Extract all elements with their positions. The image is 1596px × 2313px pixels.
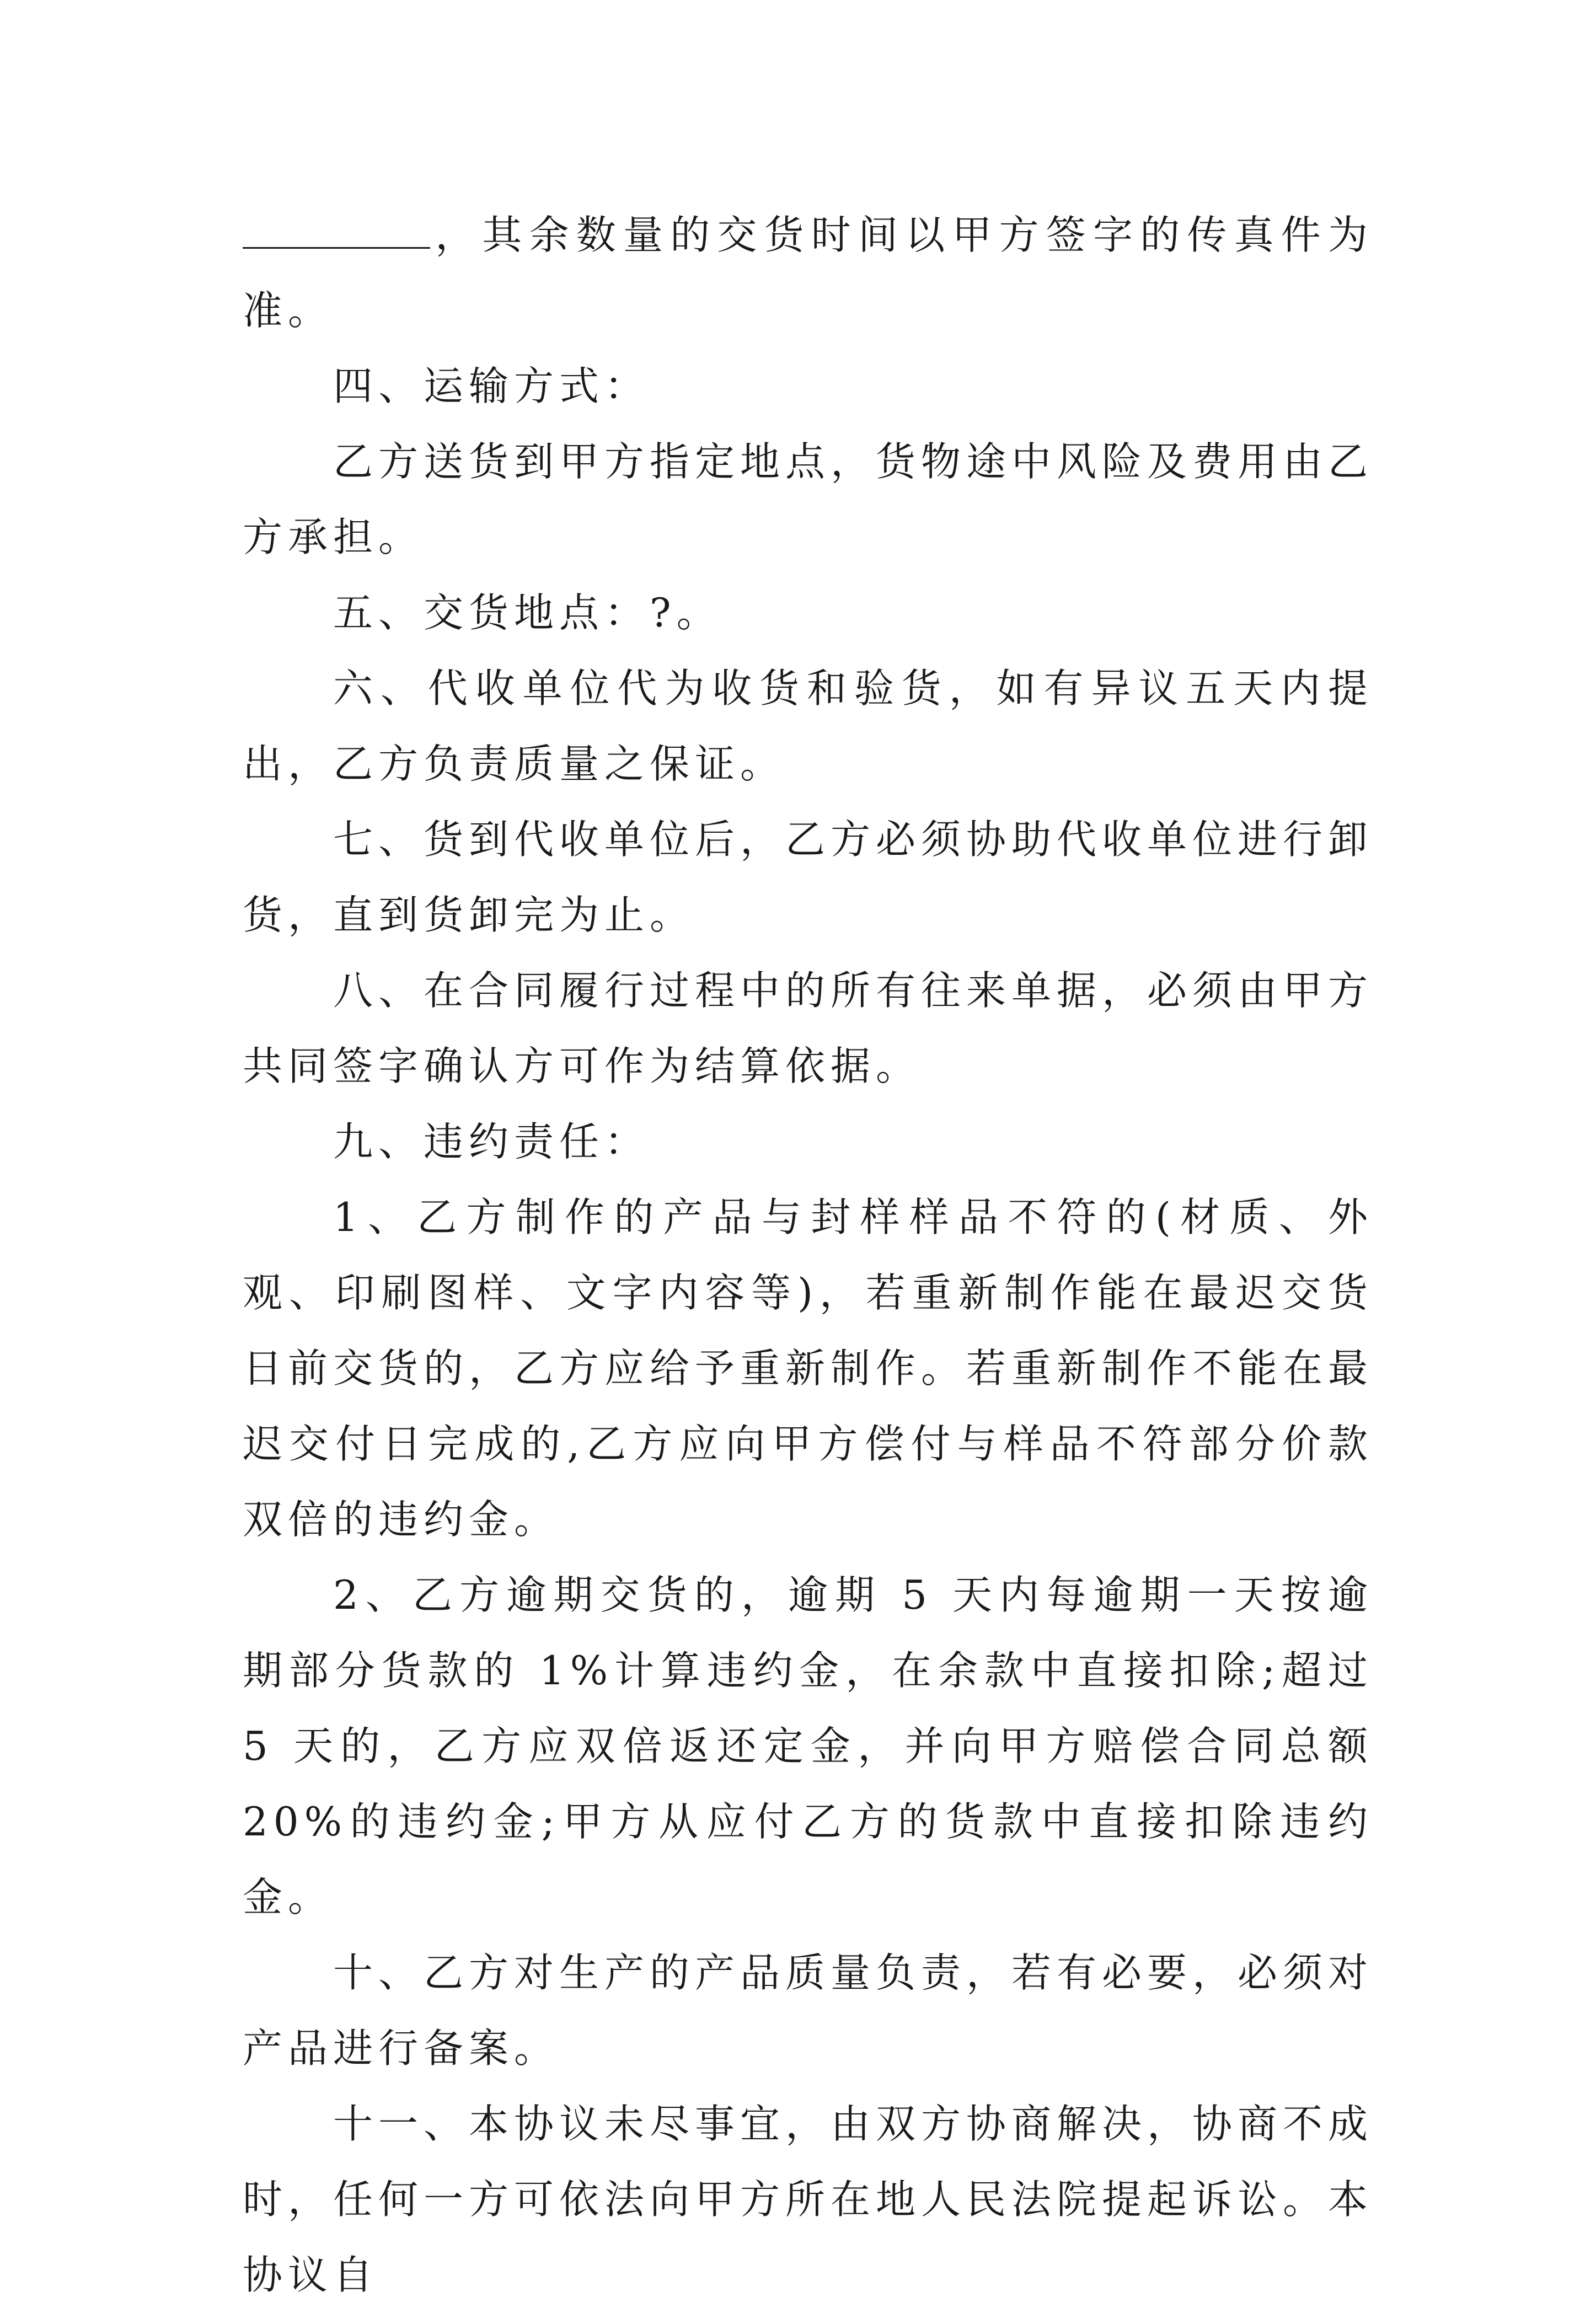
paragraph-delivery-time: [243, 197, 1373, 349]
section-6: 六、代收单位代为收货和验货，如有异议五天内提出，乙方负责质量之保证。: [243, 665, 1373, 787]
section-4-heading: 四、运输方式：: [333, 363, 650, 409]
section-9-item-2: 2、乙方逾期交货的，逾期 5 天内每逾期一天按逾期部分货款的 1%计算违约金，在余款中直接扣除;超过 5 天的，乙方应双倍返还定金，并向甲方赔偿合同总额 20%的违约金;甲方从应付乙方的货款中直接扣除违约金。: [243, 1572, 1373, 1920]
section-5: 五、交货地点：?。: [333, 590, 722, 636]
section-9-heading: 九、违约责任：: [333, 1118, 650, 1165]
section-10: 十、乙方对生产的产品质量负责，若有必要，必须对产品进行备案。: [243, 1950, 1374, 2071]
paragraph-text: ，其余数量的交货时间以甲方签字的传真件为准。: [243, 212, 1373, 334]
section-7: 七、货到代收单位后，乙方必须协助代收单位进行卸货，直到货卸完为止。: [243, 816, 1374, 938]
document-body: [243, 197, 1373, 2313]
section-8: 八、在合同履行过程中的所有往来单据，必须由甲方共同签字确认方可作为结算依据。: [243, 967, 1374, 1089]
section-9-item-1: 1、乙方制作的产品与封样样品不符的(材质、外观、印刷图样、文字内容等)，若重新制作能在最迟交货日前交货的，乙方应给予重新制作。若重新制作不能在最迟交付日完成的,乙方应向甲方偿付与样品不符部分价款双倍的违约金。: [243, 1194, 1374, 1543]
section-11: 十一、本协议未尽事宜，由双方协商解决，协商不成时，任何一方可依法向甲方所在地人民法院提起诉讼。本协议自: [243, 2101, 1374, 2298]
fill-in-blank: [243, 247, 430, 249]
section-4-body: 乙方送货到甲方指定地点，货物途中风险及费用由乙方承担。: [243, 438, 1374, 560]
